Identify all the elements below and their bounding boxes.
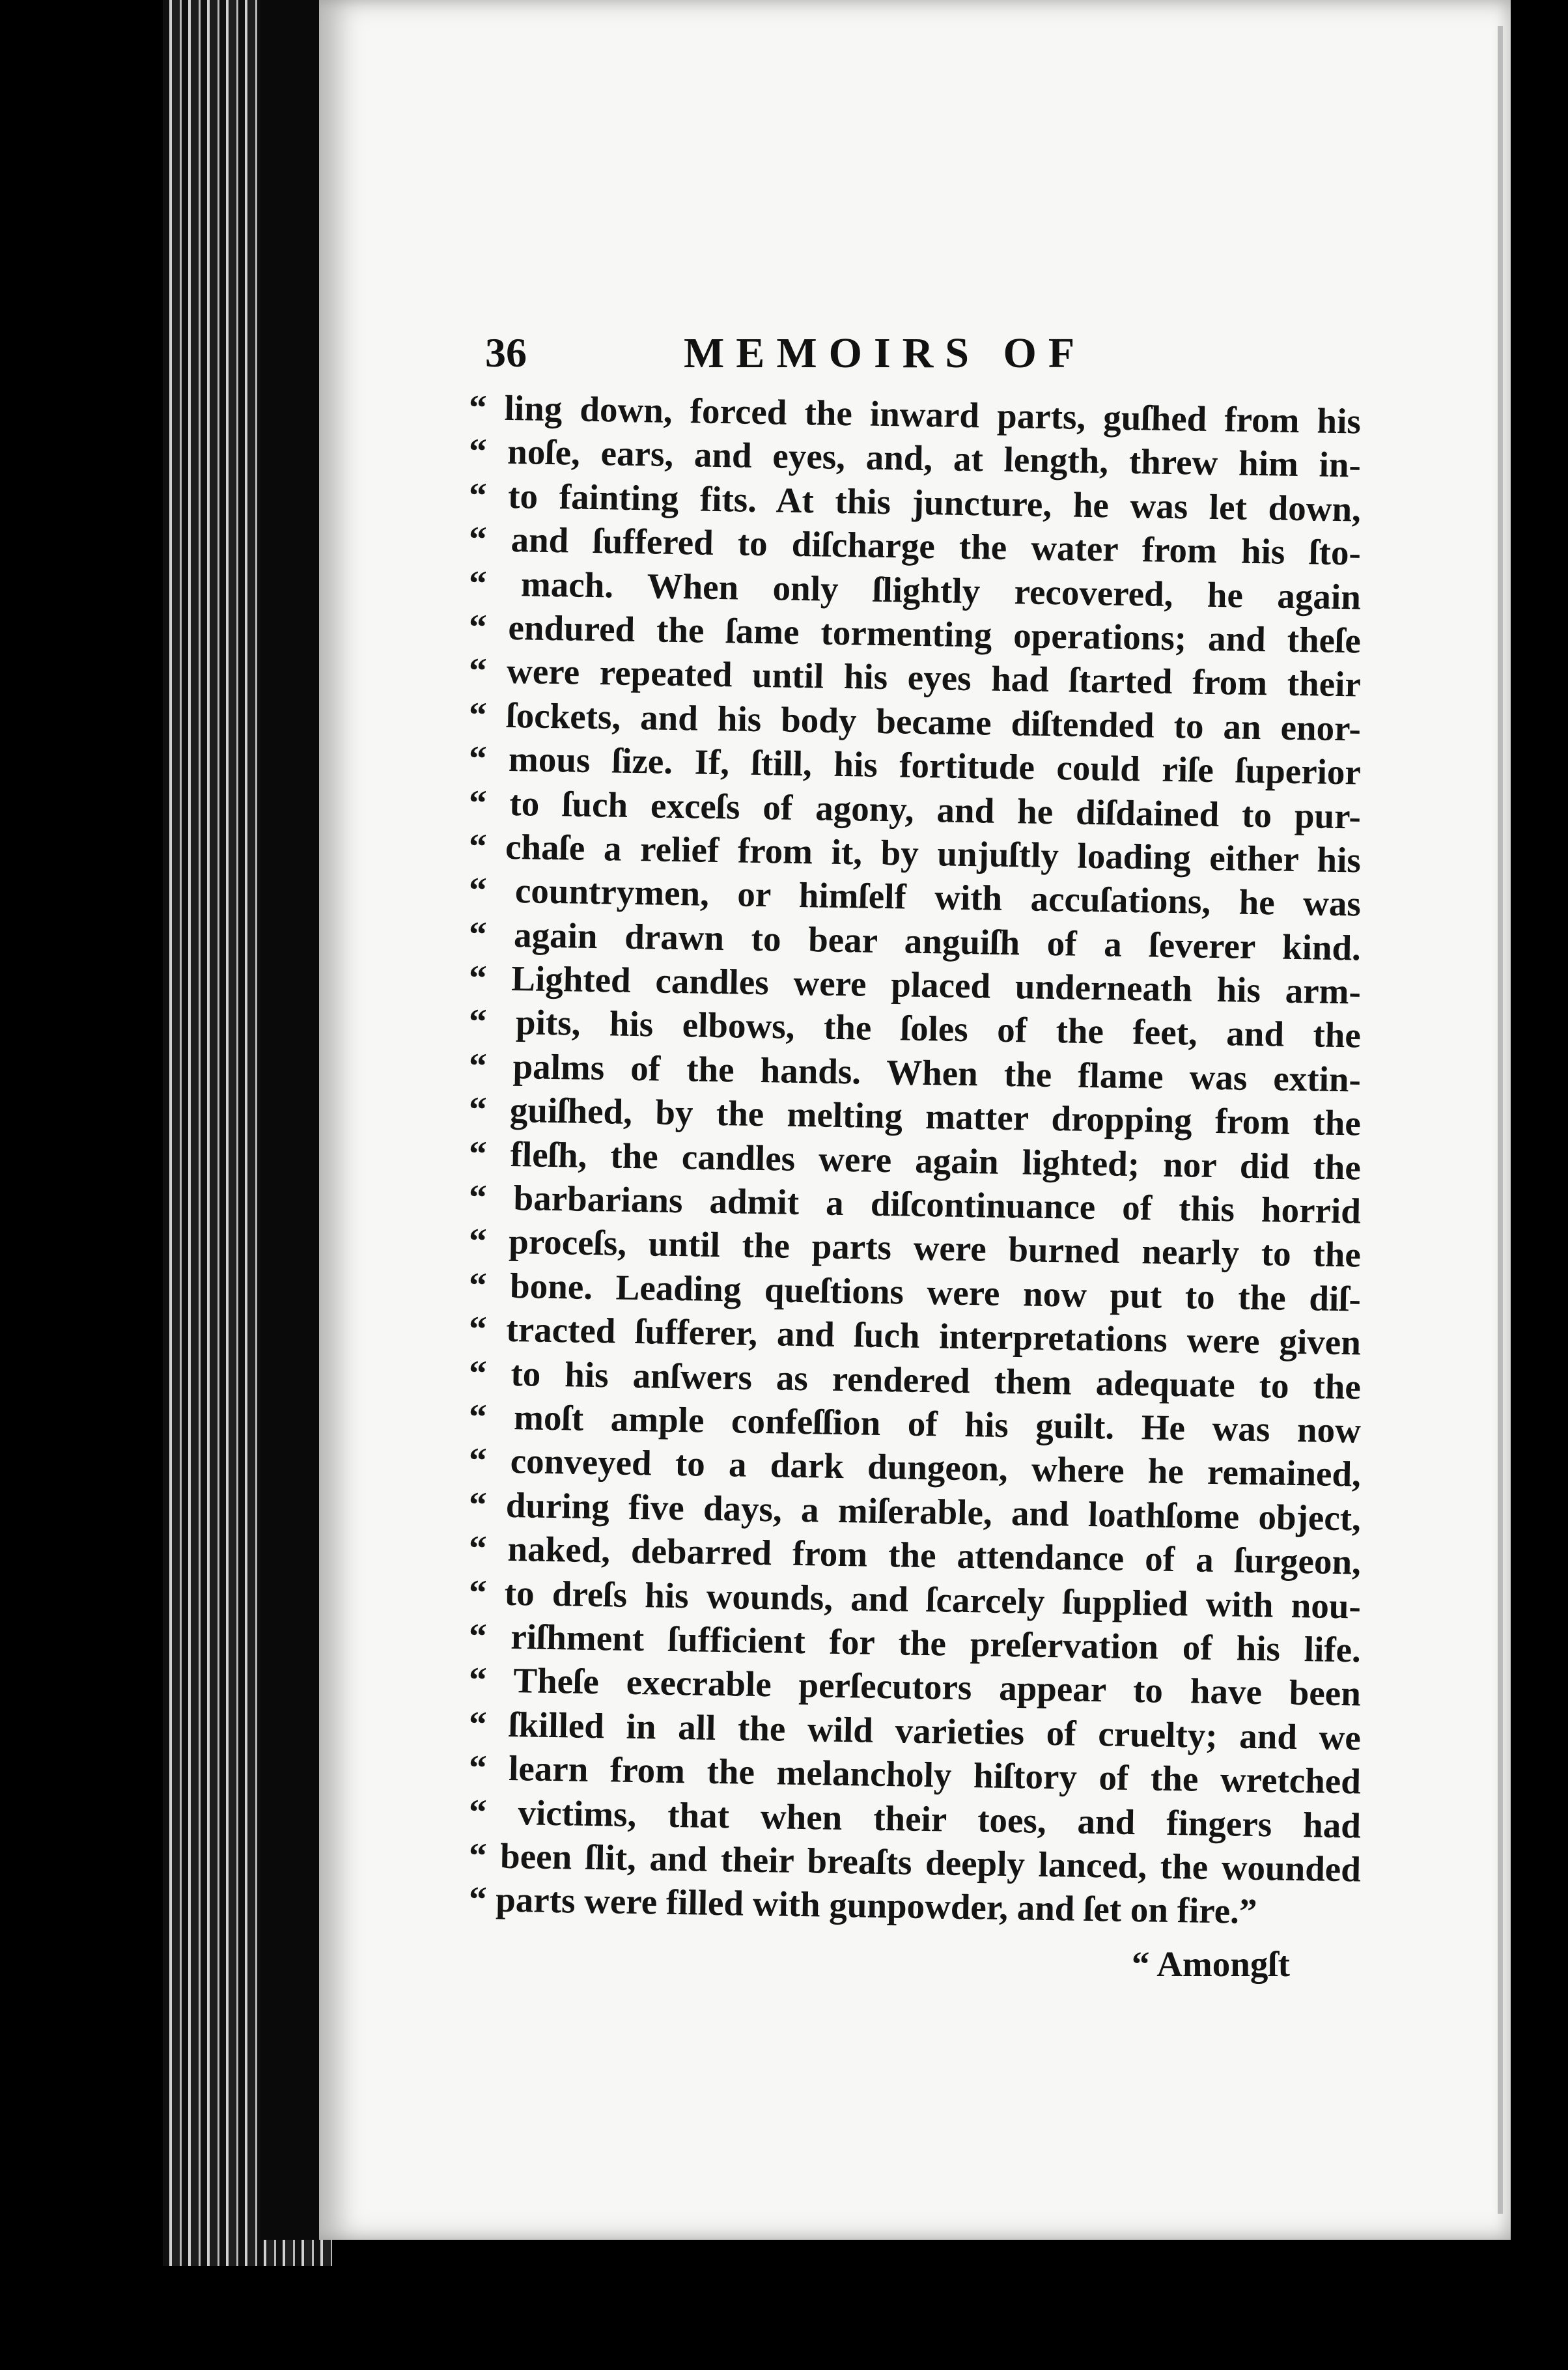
page-right-edge bbox=[1498, 26, 1503, 2214]
page-header bbox=[485, 329, 1397, 387]
text-line: “ Theſe execrable perſecutors appear to have been bbox=[468, 1660, 1362, 1714]
text-line: “ again drawn to bear anguiſh of a ſeverer kind. bbox=[468, 913, 1362, 968]
text-line: “ conveyed to a dark dungeon, where he remained, bbox=[468, 1440, 1362, 1494]
body-text bbox=[468, 385, 1362, 1932]
text-line: “ palms of the hands. When the flame was extin- bbox=[468, 1045, 1362, 1100]
text-line: “ Lighted candles were placed underneath his arm- bbox=[468, 958, 1362, 1012]
text-line: “ noſe, ears, and eyes, and, at length, threw him in- bbox=[468, 431, 1362, 485]
text-line: “ ſockets, and his body became diſtended to an enor- bbox=[468, 694, 1362, 749]
running-head: MEMOIRS OF bbox=[684, 329, 1087, 377]
text-line: “ to fainting fits. At this juncture, he was let down, bbox=[468, 475, 1362, 529]
text-line: “ ling down, forced the inward parts, guſhed from his bbox=[468, 387, 1362, 441]
text-line: “ been ſlit, and their breaſts deeply lanced, the wounded bbox=[468, 1835, 1362, 1889]
text-line: “ were repeated until his eyes had ſtarted from their bbox=[468, 650, 1362, 704]
text-line: “ mous ſize. If, ſtill, his fortitude could riſe ſuperior bbox=[468, 738, 1362, 792]
text-line: “ pits, his elbows, the ſoles of the feet, and the bbox=[468, 1001, 1362, 1055]
text-line: “ mach. When only ſlightly recovered, he again bbox=[468, 563, 1362, 617]
book-gutter-shadow bbox=[260, 0, 319, 2240]
text-line: “ tracted ſufferer, and ſuch interpretations were given bbox=[468, 1309, 1362, 1363]
text-line: “ and ſuffered to diſcharge the water from his ſto- bbox=[468, 519, 1362, 573]
text-line: “ parts were filled with gunpowder, and ſet on fire.” bbox=[468, 1879, 1257, 1932]
text-line: “ to his anſwers as rendered them adequate to the bbox=[468, 1352, 1362, 1407]
text-line: “ moſt ample confeſſion of his guilt. He was now bbox=[468, 1396, 1362, 1451]
text-line: “ endured the ſame tormenting operations; and theſe bbox=[468, 606, 1362, 661]
text-line: “ victims, that when their toes, and fingers had bbox=[468, 1791, 1362, 1846]
text-line: “ during five days, a miſerable, and loathſome object, bbox=[468, 1484, 1362, 1539]
text-line: “ guiſhed, by the melting matter dropping from the bbox=[468, 1089, 1362, 1143]
text-line: “ barbarians admit a diſcontinuance of this horrid bbox=[468, 1177, 1362, 1231]
text-line: “ countrymen, or himſelf with accuſations, he was bbox=[468, 870, 1362, 924]
text-line: “ proceſs, until the parts were burned nearly to the bbox=[468, 1221, 1362, 1275]
text-line: “ bone. Leading queſtions were now put to the diſ- bbox=[468, 1264, 1362, 1319]
catchword: “ Amongſt bbox=[1132, 1944, 1290, 1984]
text-line: “ to dreſs his wounds, and ſcarcely ſupplied with nou- bbox=[468, 1572, 1362, 1626]
text-line: “ to ſuch exceſs of agony, and he diſdained to pur- bbox=[468, 782, 1362, 837]
page-number: 36 bbox=[485, 329, 527, 376]
text-line: “ ſkilled in all the wild varieties of cruelty; and we bbox=[468, 1703, 1362, 1758]
text-line: “ riſhment ſufficient for the preſervation of his life. bbox=[468, 1615, 1362, 1670]
text-line: “ naked, debarred from the attendance of a ſurgeon, bbox=[468, 1528, 1362, 1582]
text-line: “ fleſh, the candles were again lighted; nor did the bbox=[468, 1133, 1362, 1188]
text-line: “ learn from the melancholy hiſtory of the wretched bbox=[468, 1748, 1362, 1802]
text-line: “ chaſe a relief from it, by unjuſtly loading either his bbox=[468, 826, 1362, 880]
